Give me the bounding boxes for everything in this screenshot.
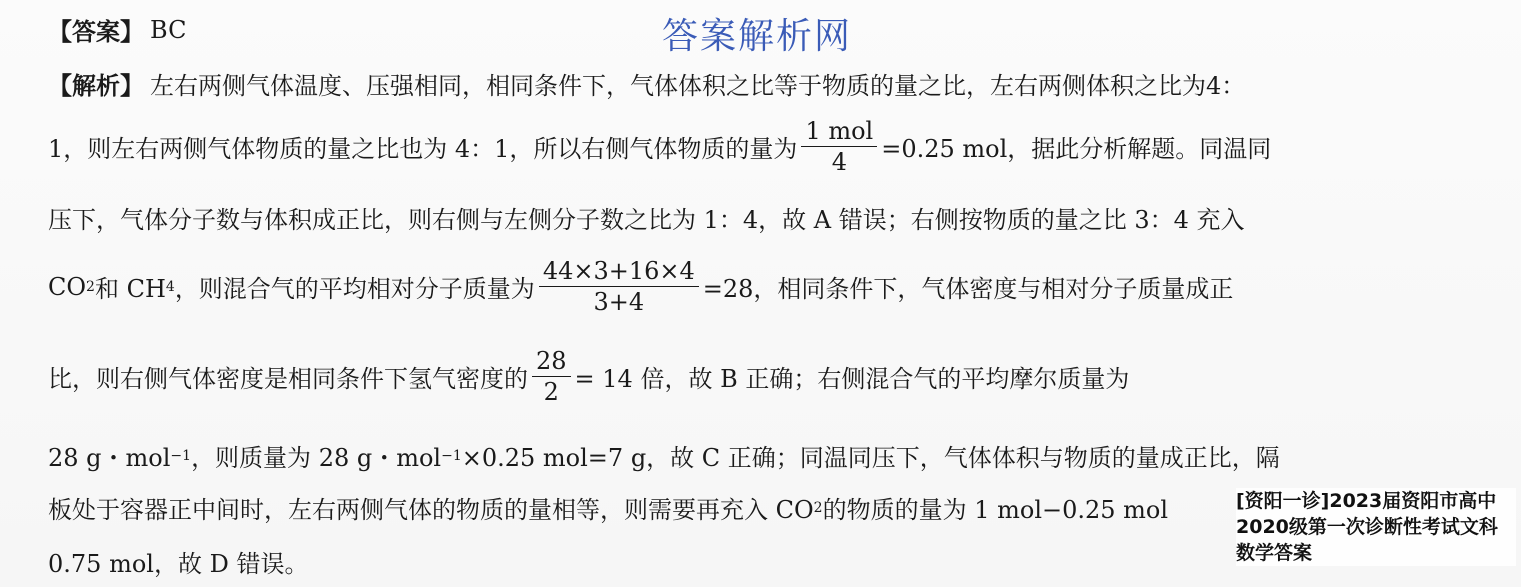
unit-superscript-2: −1 [441, 447, 462, 464]
fraction-2-numerator: 44×3+16×4 [539, 258, 699, 287]
analysis-text-3: 压下，气体分子数与体积成正比，则右侧与左侧分子数之比为 1：4，故 A 错误；右侧按物质的量之比 3：4 充入 [48, 206, 1245, 234]
analysis-text-5b: = 14 倍，故 B 正确；右侧混合气的平均摩尔质量为 [574, 365, 1130, 394]
corner-source-note[interactable]: [资阳一诊]2023届资阳市高中2020级第一次诊断性考试文科数学答案 [1236, 488, 1516, 566]
analysis-text-6b: ，则质量为 28 g・mol [191, 444, 442, 472]
co2-subscript-2: 2 [813, 499, 823, 516]
fraction-1-numerator: 1 mol [801, 118, 877, 147]
fraction-1-denominator: 4 [831, 148, 847, 177]
co2-text: CO [48, 272, 87, 301]
analysis-text-5a: 比，则右侧气体密度是相同条件下氢气密度的 [48, 365, 528, 394]
answer-tag: 【答案】 [48, 18, 144, 46]
analysis-text-2a: 1，则左右两侧气体物质的量之比也为 4：1，所以右侧气体物质的量为 [48, 135, 798, 164]
unit-superscript-1: −1 [170, 447, 192, 464]
fraction-1 [801, 118, 877, 176]
fraction-2-denominator: 3+4 [593, 288, 645, 317]
analysis-line-4 [48, 258, 1233, 316]
analysis-text-6a: 28 g・mol [48, 444, 171, 472]
ch4-text: 和 CH [94, 275, 166, 304]
site-watermark: 答案解析网 [662, 16, 853, 57]
fraction-3 [532, 348, 571, 406]
analysis-text-7a: 板处于容器正中间时，左右两侧气体的物质的量相等，则需要再充入 CO [48, 496, 814, 524]
fraction-3-denominator: 2 [543, 378, 559, 407]
analysis-text-7b: 的物质的量为 1 mol−0.25 mol [822, 496, 1169, 524]
analysis-line-5 [48, 348, 1129, 406]
analysis-line-6 [48, 438, 1280, 473]
analysis-text-8: 0.75 mol，故 D 错误。 [48, 550, 309, 578]
analysis-text-4b: =28，相同条件下，气体密度与相对分子质量成正 [702, 275, 1234, 304]
fraction-3-numerator: 28 [532, 348, 571, 377]
co2-subscript: 2 [86, 278, 95, 295]
ch4-subscript: 4 [165, 278, 175, 295]
analysis-line-8 [48, 544, 308, 579]
analysis-line-2 [48, 118, 1271, 176]
analysis-line-3 [48, 200, 1245, 235]
analysis-text-6c: ×0.25 mol=7 g，故 C 正确；同温同压下，气体体积与物质的量成正比，隔 [461, 444, 1280, 472]
analysis-line-7 [48, 490, 1168, 525]
analysis-text-4a: ，则混合气的平均相对分子质量为 [174, 275, 535, 304]
fraction-2 [539, 258, 699, 316]
answer-value: BC [150, 15, 187, 44]
analysis-text-2b: =0.25 mol，据此分析解题。同温同 [881, 135, 1272, 164]
analysis-text-1: 左右两侧气体温度、压强相同，相同条件下，气体体积之比等于物质的量之比，左右两侧体积之比为4： [150, 72, 1246, 100]
analysis-line-1 [48, 66, 1245, 101]
analysis-tag: 【解析】 [48, 72, 144, 100]
answer-line [48, 12, 186, 47]
